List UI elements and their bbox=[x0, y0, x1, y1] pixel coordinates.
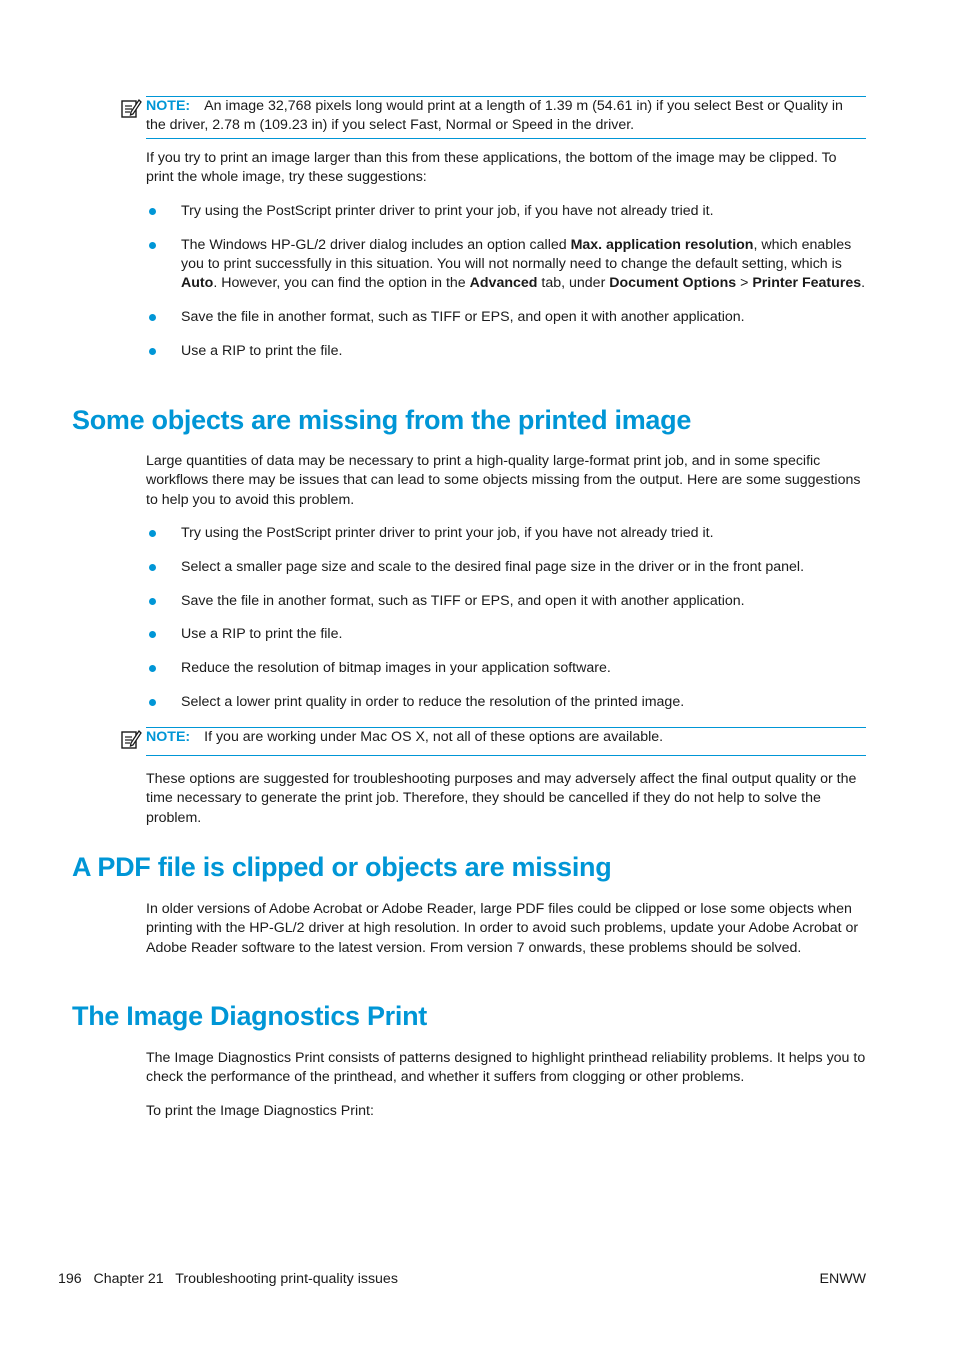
list-item: Try using the PostScript printer driver to print your job, if you have not already tried it. bbox=[146, 202, 868, 221]
section3-paragraph: The Image Diagnostics Print consists of patterns designed to highlight printhead reliability problems. It helps you to check the performance of the printhead, and whether it suffers from clogging or other problems. bbox=[146, 1050, 866, 1086]
section3-instruction: To print the Image Diagnostics Print: bbox=[146, 1103, 374, 1119]
section1-list bbox=[146, 524, 868, 727]
list-item: Use a RIP to print the file. bbox=[146, 625, 868, 644]
note-label: NOTE: bbox=[146, 729, 191, 745]
footer-chapter: 196 Chapter 21 Troubleshooting print-quality issues bbox=[58, 1271, 398, 1287]
list-item: Use a RIP to print the file. bbox=[146, 342, 868, 361]
note-icon bbox=[120, 97, 142, 119]
note-text: An image 32,768 pixels long would print at a length of 1.39 m (54.61 in) if you select Best or Quality in the driver, 2.78 m (109.23 in) if you select Fast, Normal or Speed in the driver. bbox=[146, 98, 843, 134]
section-heading-image-diagnostics: The Image Diagnostics Print bbox=[72, 1001, 427, 1031]
footer-locale: ENWW bbox=[819, 1271, 866, 1287]
section1-paragraph: Large quantities of data may be necessary to print a high-quality large-format print job, and in some specific workflows there may be issues that can lead to some objects missing from the output. Here are some suggestions to help you to avoid this problem. bbox=[146, 453, 861, 508]
note-box bbox=[146, 727, 866, 756]
note-box bbox=[146, 96, 866, 139]
list-item: Try using the PostScript printer driver to print your job, if you have not already tried it. bbox=[146, 524, 868, 543]
note-label: NOTE: bbox=[146, 98, 191, 114]
list-item: Reduce the resolution of bitmap images in your application software. bbox=[146, 659, 868, 678]
list-item: Save the file in another format, such as TIFF or EPS, and open it with another application. bbox=[146, 592, 868, 611]
note-icon bbox=[120, 728, 142, 750]
intro-paragraph: If you try to print an image larger than this from these applications, the bottom of the image may be clipped. To print the whole image, try these suggestions: bbox=[146, 150, 837, 186]
list-item: Save the file in another format, such as TIFF or EPS, and open it with another application. bbox=[146, 308, 868, 327]
section2-paragraph: In older versions of Adobe Acrobat or Adobe Reader, large PDF files could be clipped or lose some objects when printing with the HP-GL/2 driver at high resolution. In order to avoid such problems, update your Adobe Acrobat or Adobe Reader software to the latest version. From version 7 onwards, these problems should be solved. bbox=[146, 901, 859, 956]
section-heading-missing-objects: Some objects are missing from the printed image bbox=[72, 405, 692, 435]
note-text: If you are working under Mac OS X, not all of these options are available. bbox=[204, 729, 664, 745]
list-item: Select a lower print quality in order to reduce the resolution of the printed image. bbox=[146, 693, 868, 712]
list-item: The Windows HP-GL/2 driver dialog includes an option called Max. application resolution, which enables you to print successfully in this situation. You will not normally need to change the default setting, which is Auto. However, you can find the option in the Advanced tab, under Document Options > Printer Features. bbox=[146, 236, 868, 294]
list-item: Select a smaller page size and scale to the desired final page size in the driver or in the front panel. bbox=[146, 558, 868, 577]
section1-closing-paragraph: These options are suggested for troubleshooting purposes and may adversely affect the final output quality or the time necessary to generate the print job. Therefore, they should be cancelled if they do not help to solve the problem. bbox=[146, 771, 857, 826]
suggestion-list bbox=[146, 202, 868, 376]
section-heading-pdf-clipped: A PDF file is clipped or objects are missing bbox=[72, 852, 612, 882]
